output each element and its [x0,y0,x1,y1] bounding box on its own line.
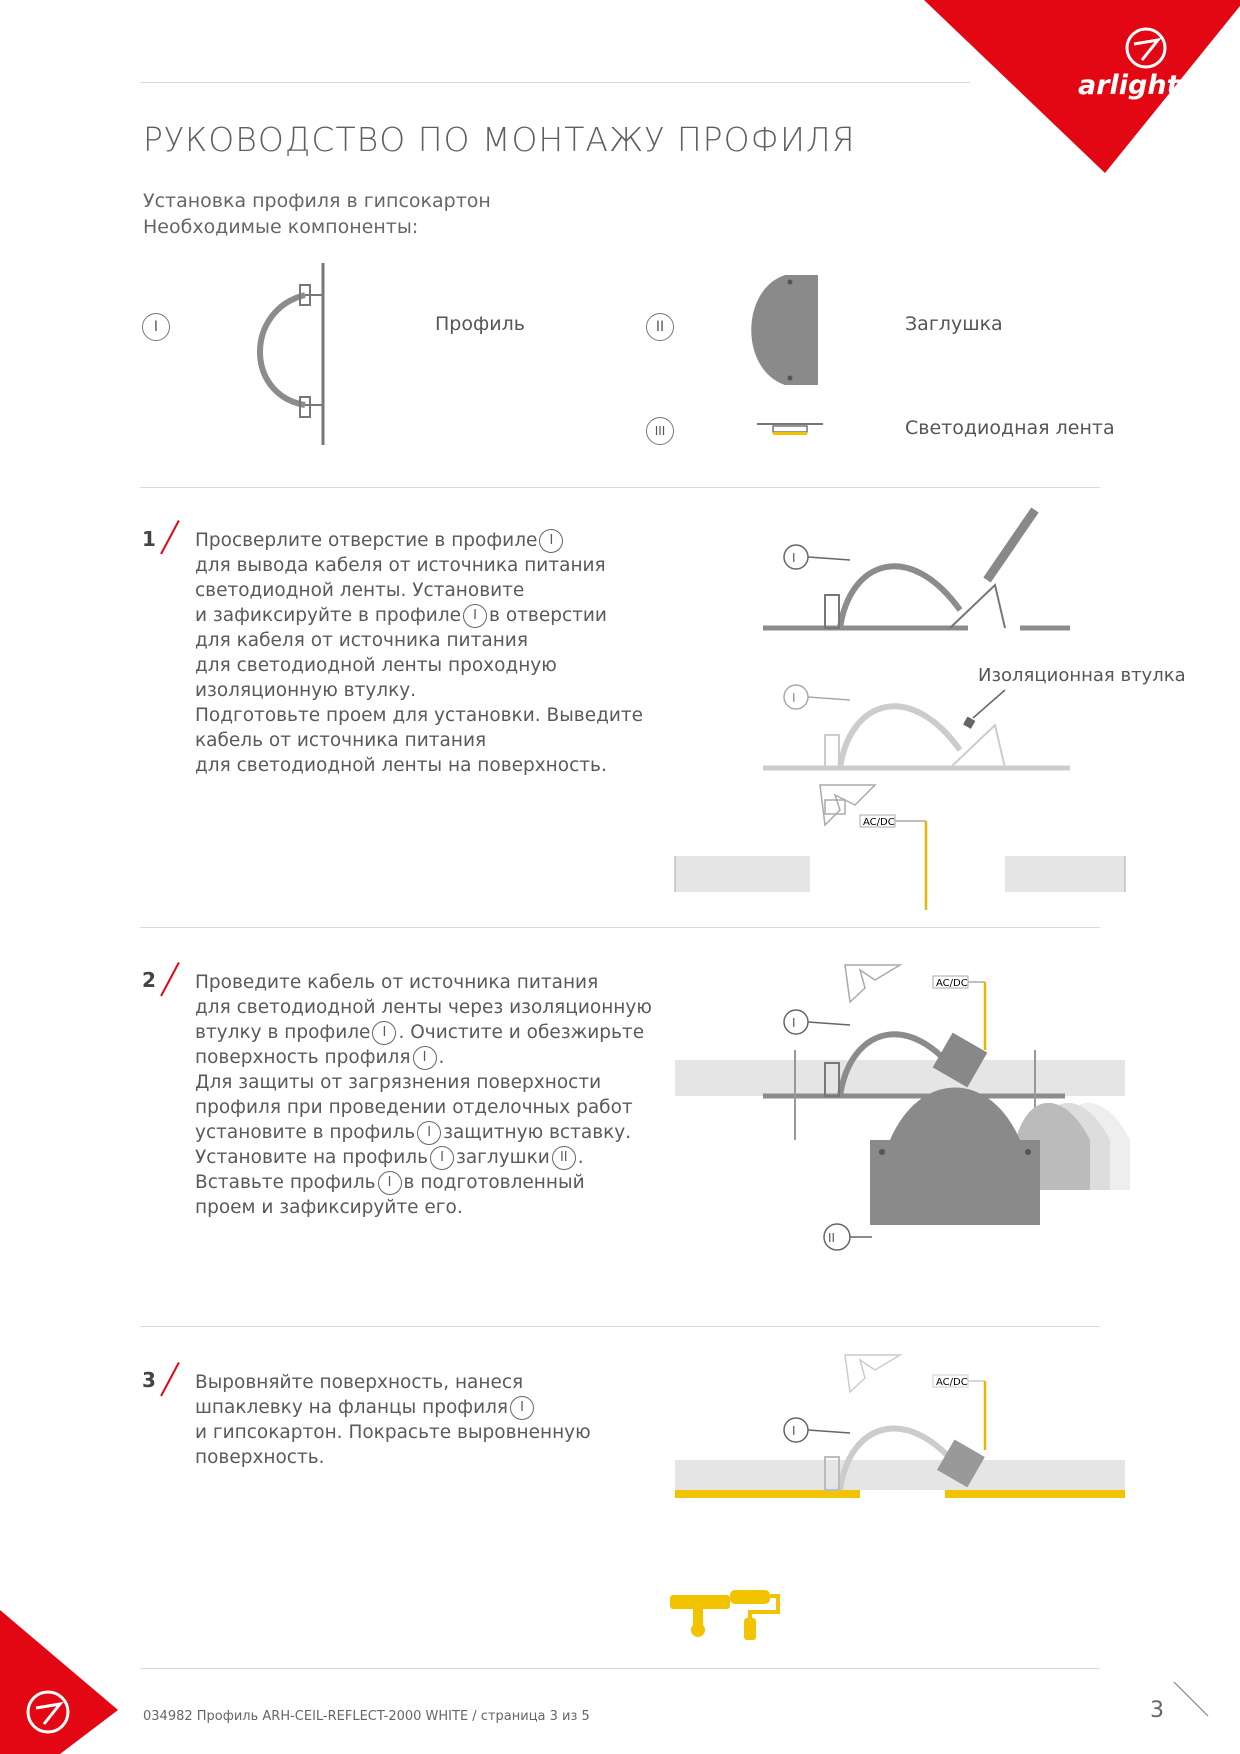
component-i-label: Профиль [435,313,525,335]
divider-1 [140,487,1100,488]
led-strip-illustration [755,420,825,440]
top-divider [140,82,970,83]
roman-ref: I [510,1396,534,1420]
subtitle-line-1: Установка профиля в гипсокартон [143,190,491,212]
subtitle-line-2: Необходимые компоненты: [143,216,419,238]
page-title: РУКОВОДСТВО ПО МОНТАЖУ ПРОФИЛЯ [143,120,856,159]
acdc-label-3: AC/DC [936,1377,968,1388]
component-i-marker: I [142,313,170,341]
step-3-text: Выровняйте поверхность, нанеся шпаклевку на фланцы профиля I и гипсокартон. Покрасьте выровненную поверхность. [195,1372,591,1468]
footer-divider [140,1668,1100,1669]
acdc-label-1: AC/DC [863,817,895,828]
component-ii-label: Заглушка [905,313,1003,335]
step-3-number: 3 [142,1368,156,1392]
component-ii-marker: II [646,313,674,341]
endcap-illustration [750,270,825,390]
roman-ref: I [539,529,563,553]
acdc-label-2: AC/DC [936,978,968,989]
component-iii-marker: III [646,417,674,445]
step-2-text: Проведите кабель от источника питания для светодиодной ленты через изоляционную втулку в профиле I . Очистите и обезжирьте поверхность профиля I . Для защиты от загрязнения поверхности профиля при проведении отделочных работ установите в профиль I защитную вставку. Установите на профиль I заглушки II . Вставьте профиль I в подготовленный проем и зафиксируйте его. [195,972,652,1218]
step-1-number: 1 [142,527,156,551]
roman-ref: I [372,1021,396,1045]
roman-ref: I [413,1046,437,1070]
svg-text:II: II [828,1231,836,1245]
step-2-number: 2 [142,968,156,992]
step-3-slash [160,1362,180,1396]
svg-text:I: I [792,551,796,565]
footer-text: 034982 Профиль ARH-CEIL-REFLECT-2000 WHITE / страница 3 из 5 [143,1709,590,1724]
bushing-callout: Изоляционная втулка [978,665,1186,686]
step-1-text: Просверлите отверстие в профиле I для вывода кабеля от источника питания светодиодной ленты. Установите и зафиксируйте в профиле I в отверстии для кабеля от источника питания для светодиодной ленты проходную изоляционную втулку. Подготовьте проем для установки. Выведите кабель от источника питания для светодиодной ленты на поверхность. [195,530,644,776]
roman-ref: I [463,604,487,628]
profile-illustration [255,255,335,455]
page-number-slash [1172,1680,1212,1720]
step-2-slash [160,962,180,996]
svg-text:I: I [792,1016,796,1030]
page-number: 3 [1150,1698,1164,1723]
brand-logo-text: arlight [1078,70,1180,101]
step-3-diagram [660,1340,1140,1640]
roman-ref: II [552,1146,576,1170]
svg-text:I: I [792,1424,796,1438]
footer-corner [0,1610,120,1754]
step-1-slash [160,520,180,554]
svg-text:I: I [792,691,796,705]
step-2-diagram [660,940,1140,1270]
divider-3 [140,1326,1100,1327]
roman-ref: I [430,1146,454,1170]
component-iii-label: Светодиодная лента [905,417,1115,439]
divider-2 [140,927,1100,928]
roman-ref: I [417,1121,441,1145]
step-1-diagram [660,500,1140,920]
subtitle [143,188,491,240]
roman-ref: I [378,1171,402,1195]
